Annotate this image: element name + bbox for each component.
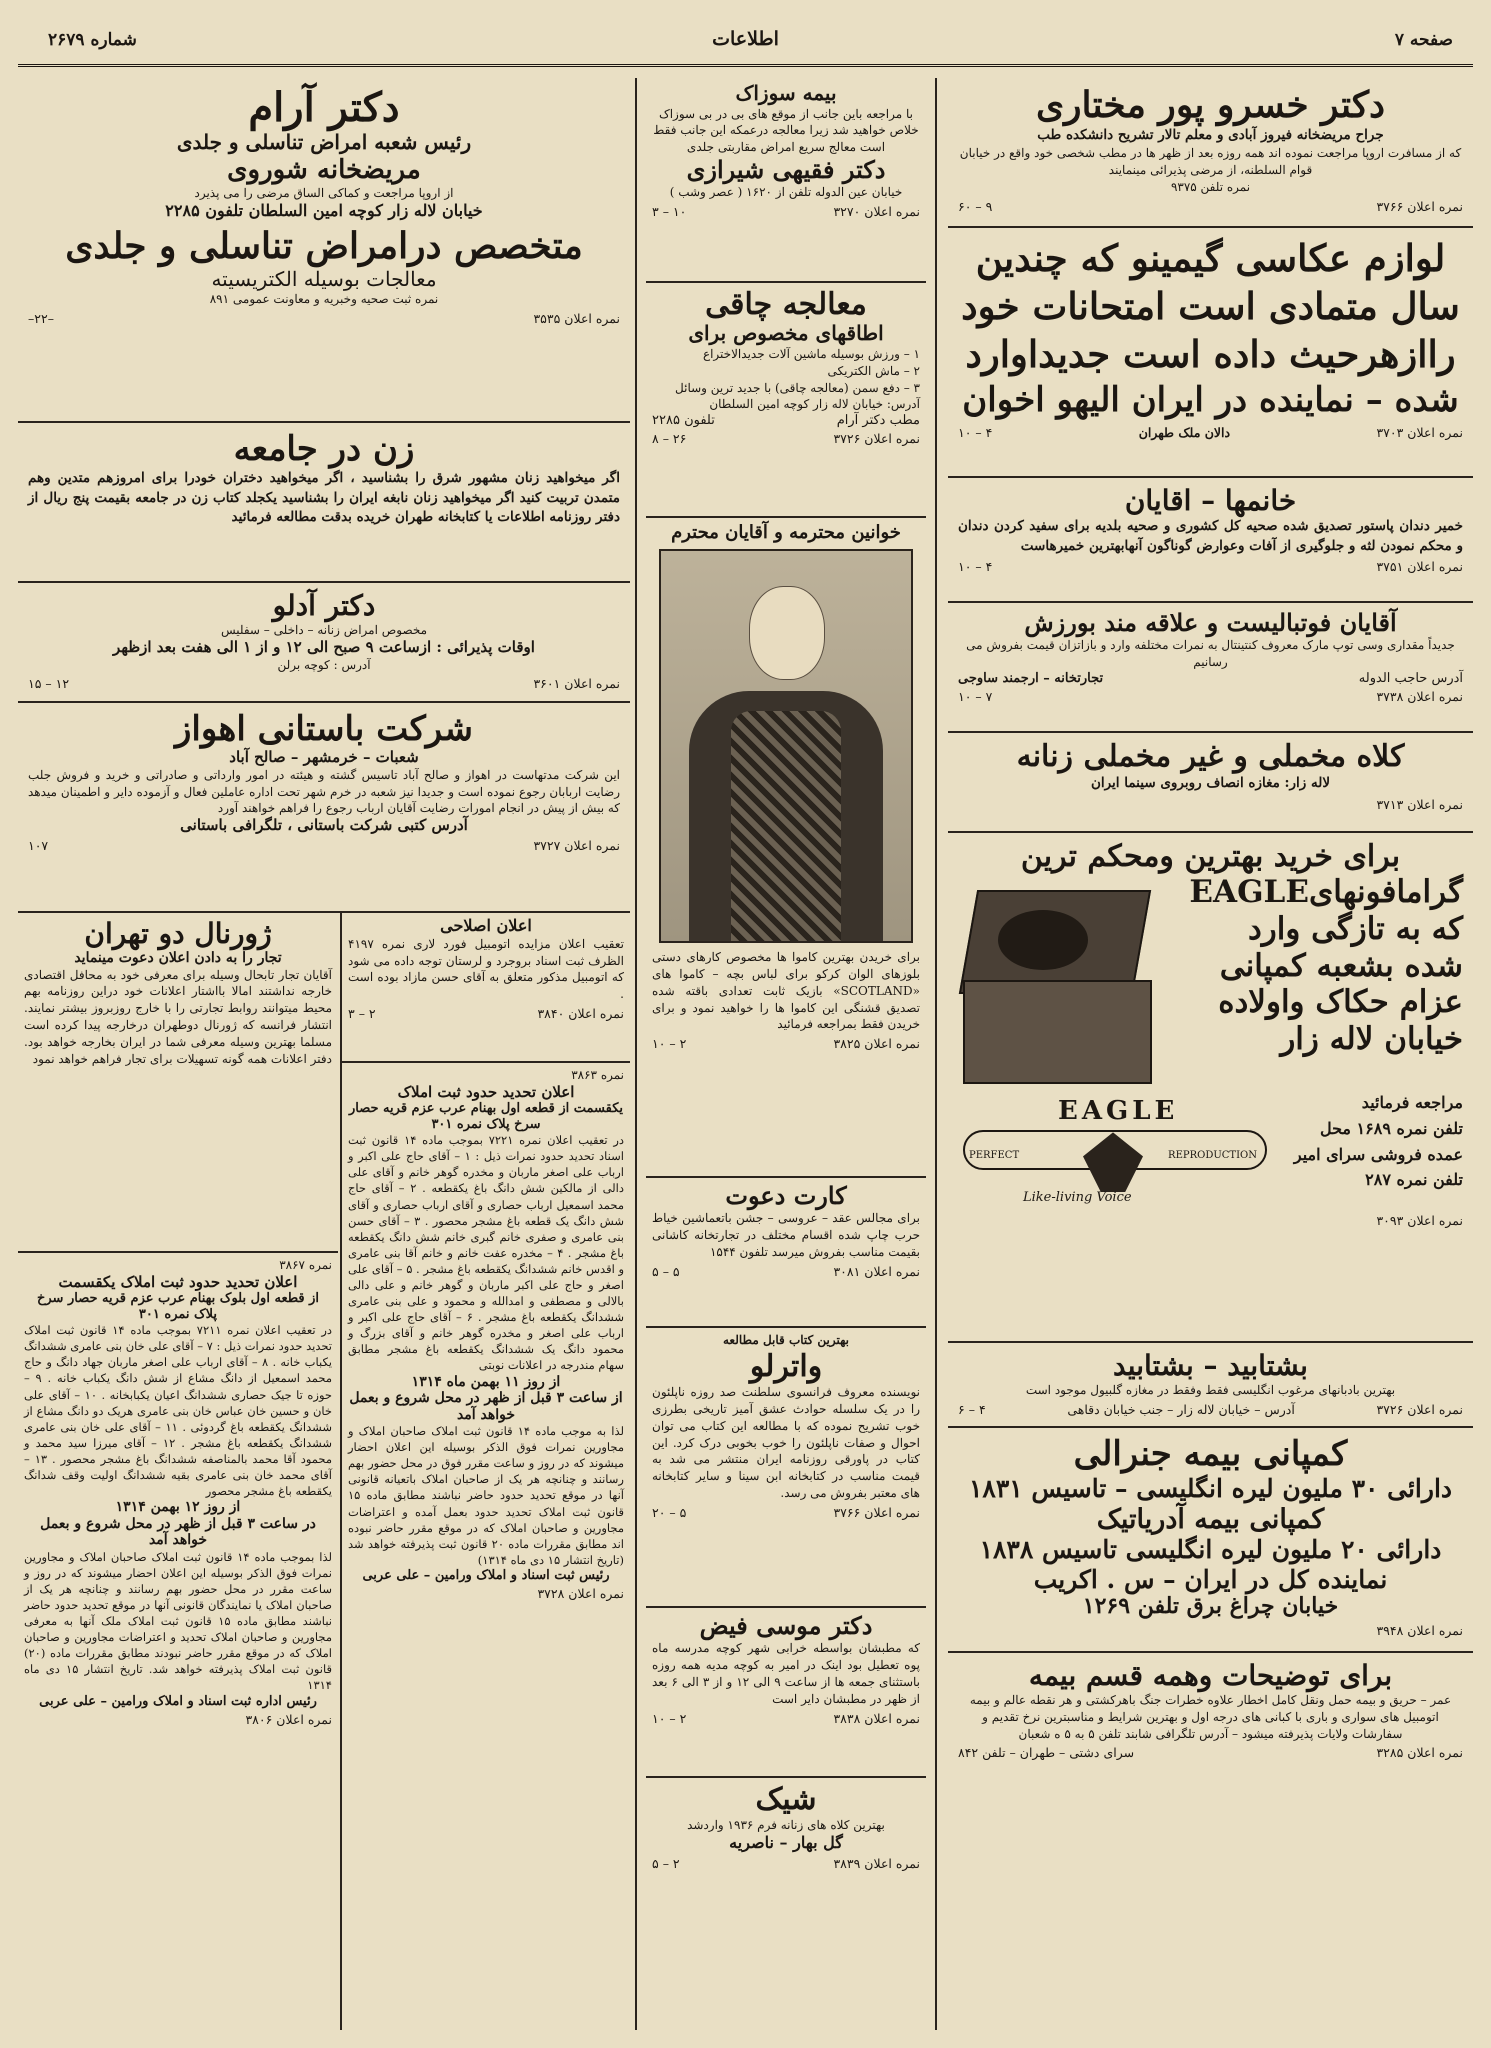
ad-item: ۳ – دفع سمن (معالجه چاقی) با جدید ترین وسائل xyxy=(675,380,920,395)
ad-code: ۴ – ۱۰ xyxy=(958,559,993,575)
model-photo xyxy=(659,549,913,943)
ad-address: آدرس حاجب الدوله xyxy=(1358,670,1463,686)
ad-line: گرامافونهایEAGLE xyxy=(1189,874,1463,911)
ad-office: مطب دکتر آرام xyxy=(836,413,920,429)
ad-address: سرای دشتی – طهران – تلفن ۸۴۲ xyxy=(958,1745,1135,1761)
ad-footer xyxy=(652,1505,920,1520)
ad-body: جدیداً مقداری وسی توپ مارک معروف کنتینتال به نمرات مختلفه وارد و بازاتزان قیمت بفروش می رسانیم xyxy=(966,638,1455,670)
ad-title: زن در جامعه xyxy=(233,429,415,469)
ad-subtitle: رئیس شعبه امراض تناسلی و جلدی xyxy=(176,130,472,155)
ad-body: که از مسافرت اروپا مراجعت نموده اند همه روزه بعد از ظهر ها در مطب شخصی خود واقع در خیابان قوام السلطنه، از مرضی پذیرائی مینمایند xyxy=(959,146,1462,178)
ad-body: بهترین کلاه های زنانه فرم ۱۹۳۶ واردشد xyxy=(687,1818,885,1833)
ad-body: این شرکت مدتهاست در اهواز و صالح آباد تاسیس گشته و هیئته در امور وارداتی و صادراتی و خرید و فروش جلب رضایت اربابان رجوع نموده است و جدیدا نیز شعبه در خرم شهر تحت اداره عاملین فعال و آزموده دایر و اطمینان میدهد که بیش از پیش در انجام امورات رضایت آقایان ارباب رجوع را فراهم خواهند آورد xyxy=(28,767,620,816)
ad-number: نمره اعلان ۳۸۲۵ xyxy=(833,1036,920,1052)
ad-football xyxy=(948,603,1473,733)
ad-subtitle: جراح مریضخانه فیروز آبادی و معلم تالار تشریح دانشکده طب xyxy=(1037,127,1384,144)
ad-footer xyxy=(652,1711,920,1726)
ad-chic-hats xyxy=(646,1778,926,1898)
ad-body: از اروپا مراجعت و کماکی الساق مرضی را می پذیرد xyxy=(194,186,454,201)
ad-title: معالجه چاقی xyxy=(705,287,867,322)
ad-code: ۱۰۷ xyxy=(28,837,49,853)
notice-land-limits-2 xyxy=(18,1253,338,2028)
ad-hurry xyxy=(948,1343,1473,1428)
ad-toothpaste xyxy=(948,478,1473,603)
ad-code: ۲ – ۱۰ xyxy=(652,1036,687,1052)
ad-khosro xyxy=(948,78,1473,228)
ad-number: نمره اعلان ۳۸۰۶ xyxy=(245,1711,332,1727)
notice-number: نمره ۳۸۶۳ xyxy=(571,1068,624,1082)
ad-phone: تلفن نمره ۱۶۸۹ محل xyxy=(1319,1118,1463,1138)
column-rule xyxy=(635,78,637,2030)
ad-address: آدرس: خیابان لاله زار کوچه امین السلطان xyxy=(709,397,920,412)
eagle-contact xyxy=(1263,1090,1463,1192)
ad-footer xyxy=(652,1036,920,1051)
ad-address: خیابان لاله زار کوچه امین السلطان تلفون ۲۲۸۵ xyxy=(165,201,483,221)
page-number: صفحه ۷ xyxy=(1394,30,1453,50)
ad-footer xyxy=(652,1856,920,1871)
ad-number: نمره اعلان ۳۲۸۵ xyxy=(1376,1745,1463,1761)
ad-body: اگر میخواهید زنان مشهور شرق را بشناسید ، اگر میخواهید دختران خودرا برای امروزهم متدین وهم متمدن تربیت کنید اگر میخواهید زنان نابغه ایران را بشناسید یکجلد کتاب زن در جامعه بقیمت پنج ریال از دفتر روزنامه اطلاعات یا کتابخانه طهران خریده بدقت مطالعه فرمائید xyxy=(28,470,620,526)
ad-title: کمپانی بیمه جنرالی xyxy=(1073,1434,1348,1474)
ad-line: کمپانی بیمه آدریاتیک xyxy=(1096,1503,1325,1535)
ad-line: سال متمادی است امتحانات خود xyxy=(961,284,1460,329)
notice-date: از روز ۱۲ بهمن ۱۳۱۴ xyxy=(115,1499,241,1516)
ad-footer xyxy=(28,676,620,691)
ad-line: خیابان چراغ برق تلفن ۱۲۶۹ xyxy=(1082,1593,1339,1620)
ad-invitation-cards xyxy=(646,1178,926,1328)
ad-gimino xyxy=(948,228,1473,478)
ad-footer xyxy=(652,1264,920,1279)
ad-title: شیک xyxy=(755,1782,817,1817)
ad-title: اعلان تحدید حدود ثبت املاک یکقسمت xyxy=(58,1272,298,1291)
ad-code: ۲ – ۵ xyxy=(652,1856,680,1872)
ad-number: نمره اعلان ۳۷۲۷ xyxy=(533,837,620,853)
ad-woman-in-society xyxy=(18,423,630,583)
paper-name: اطلاعات xyxy=(712,28,779,50)
ad-title: خوانین محترمه و آقایان محترم xyxy=(671,522,901,543)
ad-number: نمره اعلان ۳۷۳۸ xyxy=(1376,688,1463,704)
gramophone-illustration xyxy=(958,880,1158,1090)
ad-footer xyxy=(958,425,1463,440)
ad-code: ۴ – ۱۰ xyxy=(958,425,993,441)
ad-number: نمره اعلان ۳۹۴۸ xyxy=(1376,1623,1463,1639)
ad-item: ۲ – ماش الکتریکی xyxy=(827,363,920,378)
ad-body: لاله زار: مغازه انصاف روبروی سینما ایران xyxy=(1090,775,1331,792)
ad-specialty: متخصص درامراض تناسلی و جلدی xyxy=(65,225,583,268)
ad-footer xyxy=(958,689,1463,704)
ad-title: شرکت باستانی اهواز xyxy=(174,709,474,749)
notice-signature: رئیس ثبت اسناد و املاک ورامین – علی عربی xyxy=(362,1567,610,1583)
logo-word: EAGLE xyxy=(1058,1096,1179,1127)
ad-number: نمره اعلان ۳۲۷۰ xyxy=(833,204,920,220)
ad-shop: گل بهار – ناصریه xyxy=(729,1833,843,1853)
ad-dr-aram xyxy=(18,78,630,423)
ad-number: نمره اعلان ۳۷۲۸ xyxy=(537,1586,624,1602)
ad-footer xyxy=(348,1006,624,1021)
ad-line: خیابان لاله زار xyxy=(1280,1020,1463,1057)
ad-number: نمره اعلان ۳۷۰۳ xyxy=(1376,425,1463,441)
ad-phone: نمره تلفن ۹۳۷۵ xyxy=(1170,179,1251,194)
ad-body: بهترین بادبانهای مرغوب انگلیسی فقط وفقط در مغازه گلبیول موجود است xyxy=(1025,1383,1396,1398)
ad-code: ۷ – ۱۰ xyxy=(958,688,993,704)
ad-number: نمره اعلان ۳۰۸۱ xyxy=(833,1263,920,1279)
ad-doctor: دکتر فقیهی شیرازی xyxy=(686,154,886,184)
ad-waterloo-book xyxy=(646,1328,926,1608)
ad-line: دارائی ۲۰ ملیون لیره انگلیسی تاسیس ۱۸۳۸ xyxy=(979,1535,1442,1565)
ad-footer xyxy=(958,797,1463,812)
ad-address: آدرس – خیابان لاله زار – جنب خیابان دقاهی xyxy=(1067,1401,1295,1417)
center-column xyxy=(646,78,926,2030)
logo-perfect: PERFECT xyxy=(969,1150,1020,1162)
notice-number: نمره ۳۸۶۷ xyxy=(279,1258,332,1272)
left-column xyxy=(18,78,630,2030)
ad-footer xyxy=(958,1213,1463,1228)
notices-area xyxy=(18,913,630,2030)
ad-body: برای خریدن بهترین کاموا ها مخصوص کارهای دستی بلوزهای الوان کرکو برای لباس بچه – کاموا های «SCOTLAND» بازیک ثابت تعدادی باقته شده تصدیق قشنگی این کاموا ها را خواهید نمود و برای خریدن فقط بمراجعه فرمائید xyxy=(652,950,920,1032)
ad-wholesale: عمده فروشی سرای امیر xyxy=(1293,1144,1463,1164)
ad-title: اعلان اصلاحی xyxy=(440,916,532,935)
ad-subtitle: مخصوص امراض زنانه – داخلی – سفلیس xyxy=(220,623,428,638)
ad-ahvaz-company xyxy=(18,703,630,913)
ad-code: ۹ – ۶۰ xyxy=(958,198,993,214)
ad-body: لذا بموجب ماده ۱۴ قانون ثبت املاک صاحبان املاک و مجاورین نمرات فوق الذکر بوسیله این اعلان احضار میشوند که در روز و ساعت مقرر در محل حضور بهم رسانند و چنانچه هر یک از صاحبان املاک یا نمایندگان قانونی آنها در موقع تحدید حدود حاضر نباشند مطابق ماده ۱۵ قانون ثبت املاک ملک آنها به معرفی مجاورین و صاحبان املاک تحدید و اعتراضات مجاورین و صاحبان املاک که در موقع مقرر حاضر نبودند مطابق مقررات ماده (۲۰) قانون ثبت املاک پذیرفته خواهد شد. تاریخ انتشار ۱۵ دی ماه ۱۳۱۴ xyxy=(24,1549,333,1693)
eagle-contact-row xyxy=(958,1090,1463,1210)
ad-syphilis xyxy=(646,78,926,283)
ad-footer xyxy=(652,204,920,219)
notice-hour: از ساعت ۳ قبل از ظهر در محل شروع و بعمل خواهد آمد xyxy=(349,1390,623,1423)
ad-code: ۵ – ۵ xyxy=(652,1263,680,1279)
ad-title: خانمها – اقایان xyxy=(1124,484,1297,517)
ad-body: لذا به موجب ماده ۱۴ قانون ثبت املاک صاحبان املاک و مجاورین نمرات فوق الذکر بوسیله این اعلان احضار میشوند که در روز و ساعت مقرر فوق در محل حضور بهم رسانند و چنانچه هر یک از صاحبان املاک باتعیانه قانونی آنها در موقع تحدید حدود حاضر نباشند مطابق ماده ۱۵ قانون ثبت املاک تحدید حدود بعمل آمده و اعتراضات مجاورین و صاحبان املاک که در موقع مقرر حاضر نبوده اند مطابق مقررات ماده ۲۰ قانون ثبت پذیرفته خواهد شد (تاریخ انتشار ۱۵ دی ماه ۱۳۱۴) xyxy=(348,1424,625,1567)
ad-number: نمره اعلان ۳۷۲۶ xyxy=(833,431,920,447)
ad-code: ۴ – ۶ xyxy=(958,1401,986,1417)
ad-subtitle: اطاقهای مخصوص برای xyxy=(688,321,884,346)
notice-signature: رئیس اداره ثبت اسناد و املاک ورامین – علی عربی xyxy=(39,1693,317,1709)
ad-code: ۱۰ – ۳ xyxy=(652,204,687,220)
ad-address-row xyxy=(958,671,1463,686)
ad-line: دارائی ۳۰ ملیون لیره انگلیسی – تاسیس ۱۸۳۱ xyxy=(968,1474,1453,1504)
ad-title: بشتابید – بشتابید xyxy=(1113,1349,1308,1382)
ad-footer xyxy=(958,1623,1463,1638)
ad-hours: اوقات پذیرائی : ازساعت ۹ صبح الی ۱۲ و از ۱ الی هفت بعد ازظهر xyxy=(113,637,535,656)
ad-treatment: معالجات بوسیله الکتریسیته xyxy=(211,266,437,291)
ad-line: عزام حکاک واولاده xyxy=(1218,984,1463,1021)
ad-code: ۲۶ – ۸ xyxy=(652,431,687,447)
ad-number: نمره اعلان ۳۷۱۳ xyxy=(1376,796,1463,812)
ad-scotland-wool xyxy=(646,518,926,1178)
ad-number: نمره اعلان ۳۵۳۵ xyxy=(533,310,620,326)
ad-registration: نمره ثبت صحیه وخبریه و معاونت عمومی ۸۹۱ xyxy=(209,292,439,307)
ad-line: لوازم عکاسی گیمینو که چندین xyxy=(975,236,1446,280)
ad-code: ۲ – ۱۰ xyxy=(652,1710,687,1726)
newspaper-page xyxy=(18,18,1473,2030)
ad-footer xyxy=(348,1586,624,1601)
ad-body: آقایان تجار تابحال وسیله برای معرفی خود به محافل اقتصادی خارجه نداشتند امالا بااشتار اعلانات خود دراین روزنامه بهم محیط میتوانند روابط تجارتی را با خارج روزبروز بیشتر نمایند. انتشار فرانسه که ژورنال دوطهران درخارجه پیدا کرده است مسلما بهترین وسیله معرفی شما در ایران بخارجه خواهد بود. دفتر اعلانات همه گونه تسهیلات برای تجار فراهم خواهد نمود xyxy=(24,967,332,1066)
ad-obesity xyxy=(646,283,926,518)
ad-footer xyxy=(958,1745,1463,1760)
ad-title: بیمه سوزاک xyxy=(735,81,837,105)
ad-generali xyxy=(948,1428,1473,1653)
notice-land-limits-1 xyxy=(342,1063,630,2028)
issue-number: شماره ۲۶۷۹ xyxy=(48,30,137,50)
ad-body: در تعقیب اعلان نمره ۷۲۲۱ بموجب ماده ۱۴ قانون ثبت اسناد تحدید حدود نمرات ذیل : ۱ – آقای حاج علی اکبر و ارباب علی اصغر ماربان و مخدره گوهر خانم و آقای علی دالی از مالکین شش دانگ باغ یکقطعه . ۲ – آقای حاج محمد اسمعیل ارباب حصاری و آقای ارباب حصاری و آقای شش دانگ یک قطعه باغ مشجر محصور . ۳ – آقای حسن بنی عامری و صفری خانم گبری خانم شش دانگ یکقطعه باغ مشجر . ۴ – مخدره عفت خانم و خانم آقا بنی عامری و اقدس خانم ششدانگ یکقطعه باغ مشجر . ۵ – آقای علی اصغر و حاج علی اکبر ماربان و گوهر خانم و علی دالی بالالی و مصطفی و امدالله و محمود و علی بنی عامری ششدانگ یکقطعه باغ مشجر . ۶ – آقای حاج علی اکبر و ارباب علی اصغر و مخدره گوهر خانم و آقای بزرگ و محمود دانگ یک ششدانگ یکقطعه باغ مشجر مطابق سهام مندرجه در اعلانات نوبتی xyxy=(348,1133,624,1373)
ad-title: کارت دعوت xyxy=(725,1181,847,1210)
notices-right xyxy=(340,913,630,2030)
ad-hats xyxy=(948,733,1473,833)
ad-footer xyxy=(652,431,920,446)
notice-date: از روز ۱۱ بهمن ماه ۱۳۱۴ xyxy=(411,1373,561,1390)
ad-title: اعلان تحدید حدود ثبت املاک xyxy=(397,1082,575,1101)
ad-footer xyxy=(958,1402,1463,1417)
ad-body: در تعقیب اعلان نمره ۷۲۱۱ بموجب ماده ۱۴ قانون ثبت املاک تحدید حدود نمرات ذیل : ۷ – آقای علی خان بنی عامری ششدانگ یکباب خانه . ۸ – آقای ارباب علی اصغر ماربان جهاد دانگ و حاج محمد اسمعیل از دانگ مشاع از شش دانگ یکباب خانه . ۹ – حوزه تا جیک حصاری ششدانگ اعیان یکبابخانه . ۱۰ – آقای علی خان و حسین خان عباس خان بنی عامری هریک دو دانگ مشاع از ششدانگ یکقطعه باغ گردوئی . ۱۱ – آقای علی خان بنی عامری ششدانگ یکقطعه باغ مشجر . ۱۲ – آقای میرزا سید محمد و محمود آقا محمد بالمناصفه ششدانگ باغ مشجر محصور . ۱۳ – آقای محمد خان بنی عامری بقیه ششدانگ اولیت وقف شدانگ یکقطعه باغ مشجر محصور xyxy=(24,1323,333,1499)
ad-number: نمره اعلان ۳۸۳۸ xyxy=(833,1710,920,1726)
ad-address: دالان ملک طهران xyxy=(1138,425,1231,441)
ad-title: ژورنال دو تهران xyxy=(84,917,272,950)
ad-address: آدرس : کوچه برلن xyxy=(277,657,371,672)
ad-eagle-gramophone xyxy=(948,833,1473,1343)
ad-kicker: بهترین کتاب قابل مطالعه xyxy=(722,1333,850,1347)
ad-footer xyxy=(28,838,620,853)
ad-body: عمر – حریق و بیمه حمل ونقل کامل اخطار علاوه خطرات جنگ باهرکشتی و هر نقطه عالم و بیمه اتومبیل های سواری و باری با کبانی های درجه اول و بهترین شرایط و مناسبترین نرخ تقدیم و سفارشات ولایات پذیرفته میشود – آدرس تلگرافی شابند تلفن ۵ به ۵ ه شعبان xyxy=(969,1693,1452,1741)
ad-correction xyxy=(342,913,630,1063)
right-column xyxy=(948,78,1473,2030)
ad-number: نمره اعلان ۳۶۰۱ xyxy=(533,676,620,692)
ad-body: برای مجالس عقد – عروسی – جشن باتعماشین خیاط حرب چاپ شده اقسام مختلف در تجارتخانه کاشانی بقیمت مناسب بفروش میرسد تلفون ۱۵۴۴ xyxy=(652,1211,920,1259)
ad-dr-faiz xyxy=(646,1608,926,1778)
ad-code: ۲ – ۳ xyxy=(348,1006,376,1022)
ad-hospital: مریضخانه شوروی xyxy=(227,154,421,185)
ad-body: نویسنده معروف فرانسوی سلطنت صد روزه ناپلئون را در یک سلسله حوادث عشق آمیز تاریخی بطرزی خوب تشریح نموده که با مطالعه این کتاب می توان احوال و صفات ناپلئون را خوب بخوبی درک کرد. این کتاب در پاورقی روزنامه ایران منتشر می شد به قیمت مناسب در کتابخانه ابن سینا و سایر کتابخانه های معتبر بفروش می رسد. xyxy=(652,1385,920,1500)
ad-footer xyxy=(958,199,1463,214)
ad-office-row xyxy=(652,413,920,428)
ad-address: آدرس کتبی شرکت باستانی ، تلگرافی باستانی xyxy=(180,816,468,835)
ad-number: نمره اعلان ۳۷۵۱ xyxy=(1376,559,1463,575)
ad-number: نمره اعلان ۳۷۶۶ xyxy=(833,1504,920,1520)
ad-title: کلاه مخملی و غیر مخملی زنانه xyxy=(1016,739,1405,774)
notices-left xyxy=(18,913,338,2030)
ad-code: ۵ – ۲۰ xyxy=(652,1504,687,1520)
logo-tagline: Like-living Voice xyxy=(1023,1190,1132,1206)
eagle-logo xyxy=(963,1090,1263,1210)
ad-footer xyxy=(28,311,620,326)
ad-number: نمره اعلان ۳۰۹۳ xyxy=(1376,1213,1463,1229)
ad-title: واترلو xyxy=(749,1348,823,1384)
ad-dr-adlu xyxy=(18,583,630,703)
ad-subtitle: از قطعه اول بلوک بهنام عرب عزم قریه حصار سرخ پلاک نمره ۳۰۱ xyxy=(36,1291,320,1322)
ad-code: ۱۲ – ۱۵ xyxy=(28,676,70,692)
ad-address: خیابان عین الدوله تلفن از ۱۶۲۰ ( عصر وشب ) xyxy=(669,185,903,200)
masthead xyxy=(18,18,1473,67)
ad-body: خمیر دندان پاستور تصدیق شده صحیه کل کشوری و صحیه بلدیه برای سفید کردن دندان و محکم نمودن لثه و جلوگیری از آفات وعوارض گوناگون آنهابهترین خمیرهاست xyxy=(958,518,1463,554)
ad-journal-de-teheran xyxy=(18,913,338,1253)
ad-title: دکتر خسرو پور مختاری xyxy=(1035,84,1386,126)
ad-item: ۱ – ورزش بوسیله ماشین آلات جدیدالاختراع xyxy=(702,346,920,361)
ad-line: شده بشعبه کمپانی xyxy=(1219,947,1463,984)
ad-line: نماینده کل در ایران – س . اکریب xyxy=(1033,1564,1388,1594)
logo-reproduction: REPRODUCTION xyxy=(1168,1150,1257,1162)
ad-number: نمره اعلان ۳۸۴۰ xyxy=(537,1006,624,1022)
ad-number: نمره اعلان ۳۷۶۶ xyxy=(1376,198,1463,214)
ad-subtitle: یکقسمت از قطعه اول بهنام عرب عزم قریه حصار سرخ پلاک نمره ۳۰۱ xyxy=(348,1101,623,1132)
ad-footer xyxy=(958,559,1463,574)
ad-footer xyxy=(24,1712,332,1727)
ad-subtitle: تجار را به دادن اعلان دعوت مینماید xyxy=(74,950,282,967)
ad-title: برای توضیحات وهمه قسم بیمه xyxy=(1028,1659,1393,1692)
ad-shop: تجارتخانه – ارجمند ساوجی xyxy=(958,670,1104,686)
ad-intro: برای خرید بهترین ومحکم ترین xyxy=(1020,839,1401,874)
ad-number: نمره اعلان ۳۷۲۶ xyxy=(1376,1401,1463,1417)
ad-body: با مراجعه باین جانب از موقع های بی در بی سوزاک خلاص خواهید شد زیرا معالجه درعمکه این جانب فقط است معالج سریع امراض مقاربتی جلدی xyxy=(653,106,919,155)
ad-subtitle: شعبات – خرمشهر – صالح آباد xyxy=(229,748,419,767)
ad-line: راازهرحیث داده است جدیداوارد xyxy=(965,332,1456,377)
ad-phone: تلفون ۲۲۸۵ xyxy=(652,413,715,429)
notice-hour: در ساعت ۳ قبل از ظهر در محل شروع و بعمل خواهد آمد xyxy=(40,1515,316,1549)
ad-title: دکتر آرام xyxy=(248,84,400,131)
ad-phone: تلفن نمره ۲۸۷ xyxy=(1365,1170,1463,1190)
ad-line: که به تازگی وارد xyxy=(1247,910,1463,947)
ad-title: آقایان فوتبالیست و علاقه مند بورزش xyxy=(1024,608,1397,637)
ad-insurance-details xyxy=(948,1653,1473,1803)
ad-code: –۲۲– xyxy=(28,310,54,326)
ad-body: تعقیب اعلان مزایده اتومبیل فورد لاری نمره ۴۱۹۷ الظرف ثبت اسناد بروجرد و لرستان توجه داده می شود که اتومبیل مذکور متعلق به آقای حسن مازاد بوده است . xyxy=(348,936,624,1002)
column-rule xyxy=(935,78,937,2030)
ad-body: که مطبشان بواسطه خرابی شهر کوچه مدرسه ماه پوه تعطیل بود اینک در امیر به کوچه مدیه همه روزه باستثنای جمعه ها از ساعت ۹ الی ۱۲ و از ۳ الی ۶ بعد از ظهر در مطبشان دایر است xyxy=(652,1641,921,1706)
ad-line: شده – نماینده در ایران الیهو اخوان xyxy=(962,380,1459,421)
ad-number: نمره اعلان ۳۸۳۹ xyxy=(833,1856,920,1872)
ad-title: دکتر موسی فیض xyxy=(699,1611,873,1640)
ad-title: دکتر آدلو xyxy=(272,589,376,622)
ad-refer: مراجعه فرمائید xyxy=(1361,1093,1463,1113)
